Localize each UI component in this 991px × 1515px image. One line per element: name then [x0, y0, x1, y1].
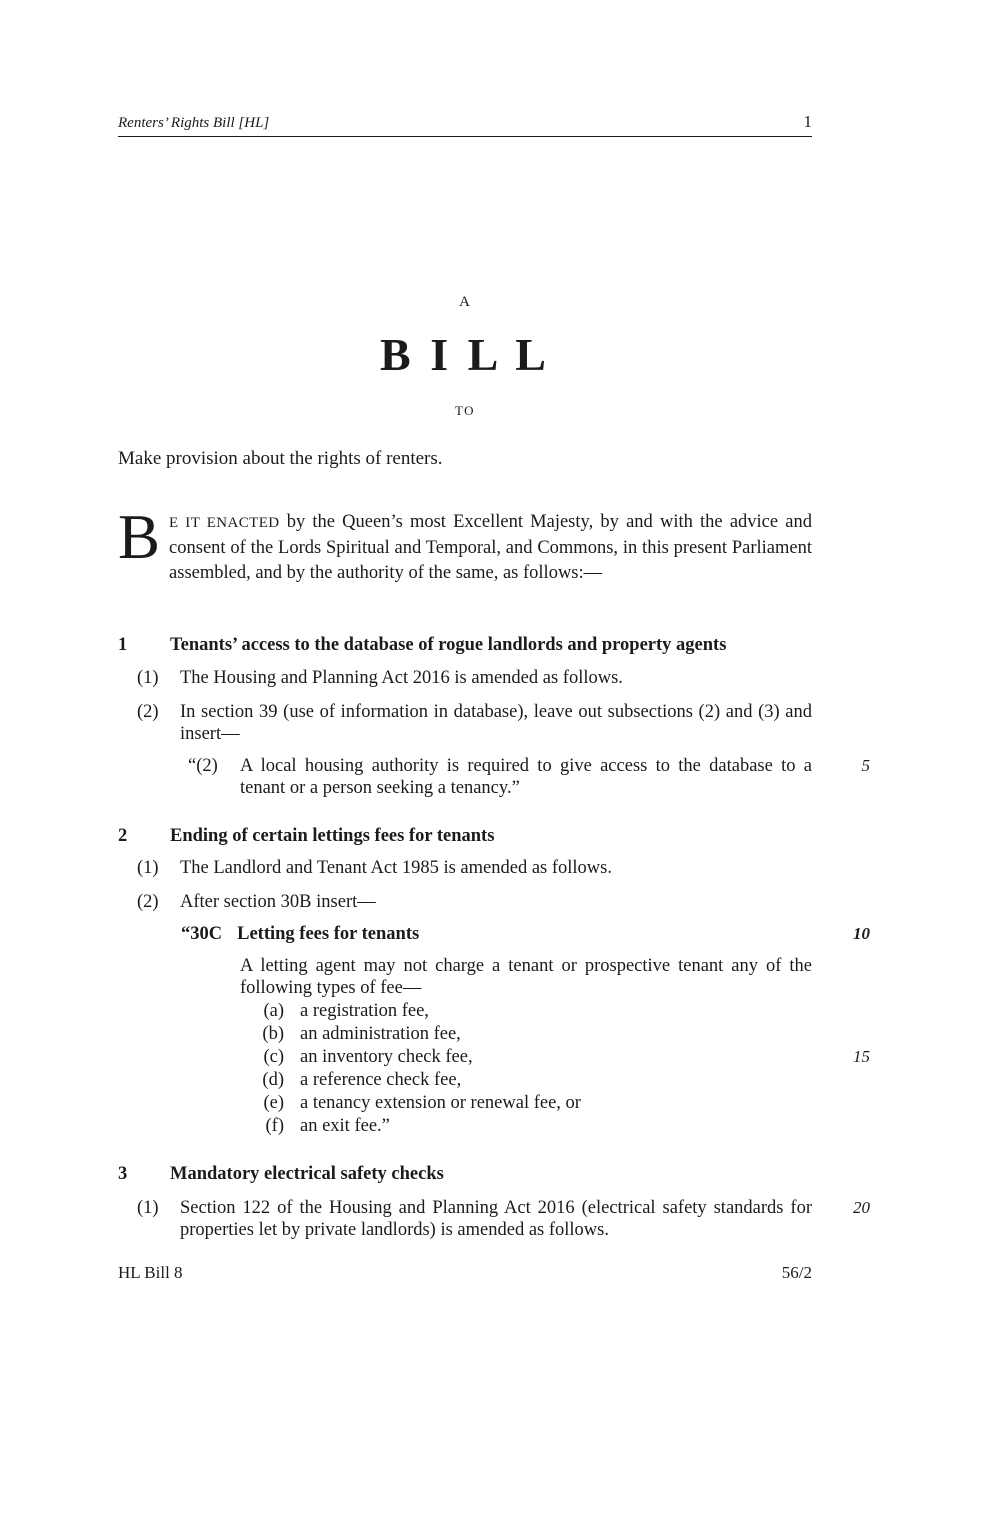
inserted-section-title: Letting fees for tenants [237, 924, 420, 944]
inserted-item [254, 1115, 812, 1138]
running-header-title: Renters’ Rights Bill [HL] [118, 115, 270, 131]
item-text: a reference check fee, [300, 1070, 462, 1090]
item-label: (c) [263, 1047, 284, 1067]
item-text: a registration fee, [300, 1001, 429, 1021]
item-label: (e) [263, 1093, 284, 1113]
running-header [118, 112, 812, 137]
line-number: 10 [853, 924, 870, 943]
inserted-item [254, 1023, 812, 1046]
section-1-heading [118, 634, 812, 657]
section-number: 2 [118, 826, 128, 846]
enacting-lead: E IT ENACTED [169, 515, 280, 531]
inserted-item [254, 1046, 870, 1069]
title-block [118, 295, 812, 417]
clause [118, 701, 812, 745]
item-text: a tenancy extension or renewal fee, or [300, 1093, 581, 1113]
inserted-item [254, 1092, 812, 1115]
footer-bill-number: HL Bill 8 [118, 1263, 183, 1282]
line-number: 20 [853, 1198, 870, 1217]
clause [118, 667, 812, 689]
section-number: 3 [118, 1164, 128, 1184]
inserted-section-body: A letting agent may not charge a tenant or prospective tenant any of the following types of fee— [240, 956, 812, 998]
inserted-section-heading [181, 923, 870, 945]
clause [118, 857, 812, 879]
clause [118, 1197, 870, 1241]
section-number: 1 [118, 635, 128, 655]
clause-text: The Landlord and Tenant Act 1985 is amended as follows. [180, 858, 612, 878]
clause-number: (2) [137, 702, 159, 722]
item-label: (d) [262, 1070, 284, 1090]
clause-number: (1) [137, 1198, 159, 1218]
item-text: an administration fee, [300, 1024, 461, 1044]
clause-number: (1) [137, 668, 159, 688]
bill-to-label: TO [454, 403, 476, 418]
quoted-subsection [188, 755, 870, 799]
section-3-heading [118, 1163, 812, 1186]
clause-text: Section 122 of the Housing and Planning Act 2016 (electrical safety standards for properties let by private landlords) is amended as follows. [180, 1198, 812, 1240]
inserted-item [254, 1000, 812, 1023]
item-text: an exit fee.” [300, 1116, 390, 1136]
section-2-heading [118, 825, 812, 848]
clause-number: (1) [137, 858, 159, 878]
item-label: (b) [262, 1024, 284, 1044]
bill-body [118, 634, 870, 1241]
section-heading-text: Mandatory electrical safety checks [170, 1164, 444, 1184]
clause-number: (2) [137, 892, 159, 912]
long-title: Make provision about the rights of renters. [118, 448, 443, 469]
line-number: 15 [853, 1047, 870, 1066]
drop-cap: B [118, 502, 161, 572]
quoted-subsection-number: “(2) [188, 756, 218, 776]
enacting-clause [118, 502, 812, 586]
footer-session-code: 56/2 [781, 1263, 812, 1282]
bill-article-label: A [459, 294, 471, 310]
inserted-item [254, 1069, 812, 1092]
clause-text: The Housing and Planning Act 2016 is amended as follows. [180, 668, 623, 688]
enacting-text: by the Queen’s most Excellent Majesty, by and with the advice and consent of the Lords Spiritual and Temporal, and Commons, in this present Parliament assembled, and by the authority of the same, as follows:— [169, 512, 812, 583]
clause [118, 891, 812, 913]
bill-title: B I L L [380, 329, 550, 380]
quoted-subsection-text: A local housing authority is required to give access to the database to a tenant or a person seeking a tenancy.” [240, 756, 812, 798]
item-text: an inventory check fee, [300, 1047, 473, 1067]
section-heading-text: Tenants’ access to the database of rogue landlords and property agents [170, 635, 727, 655]
clause-text: In section 39 (use of information in database), leave out subsections (2) and (3) and insert— [180, 702, 812, 744]
bill-page [0, 112, 991, 1515]
page-footer [118, 1263, 812, 1283]
line-number: 5 [861, 756, 870, 775]
clause-text: After section 30B insert— [180, 892, 376, 912]
section-heading-text: Ending of certain lettings fees for tenants [170, 826, 495, 846]
item-label: (a) [263, 1001, 284, 1021]
page-number: 1 [803, 112, 812, 131]
item-label: (f) [265, 1116, 284, 1136]
inserted-section-number: “30C [181, 924, 223, 944]
